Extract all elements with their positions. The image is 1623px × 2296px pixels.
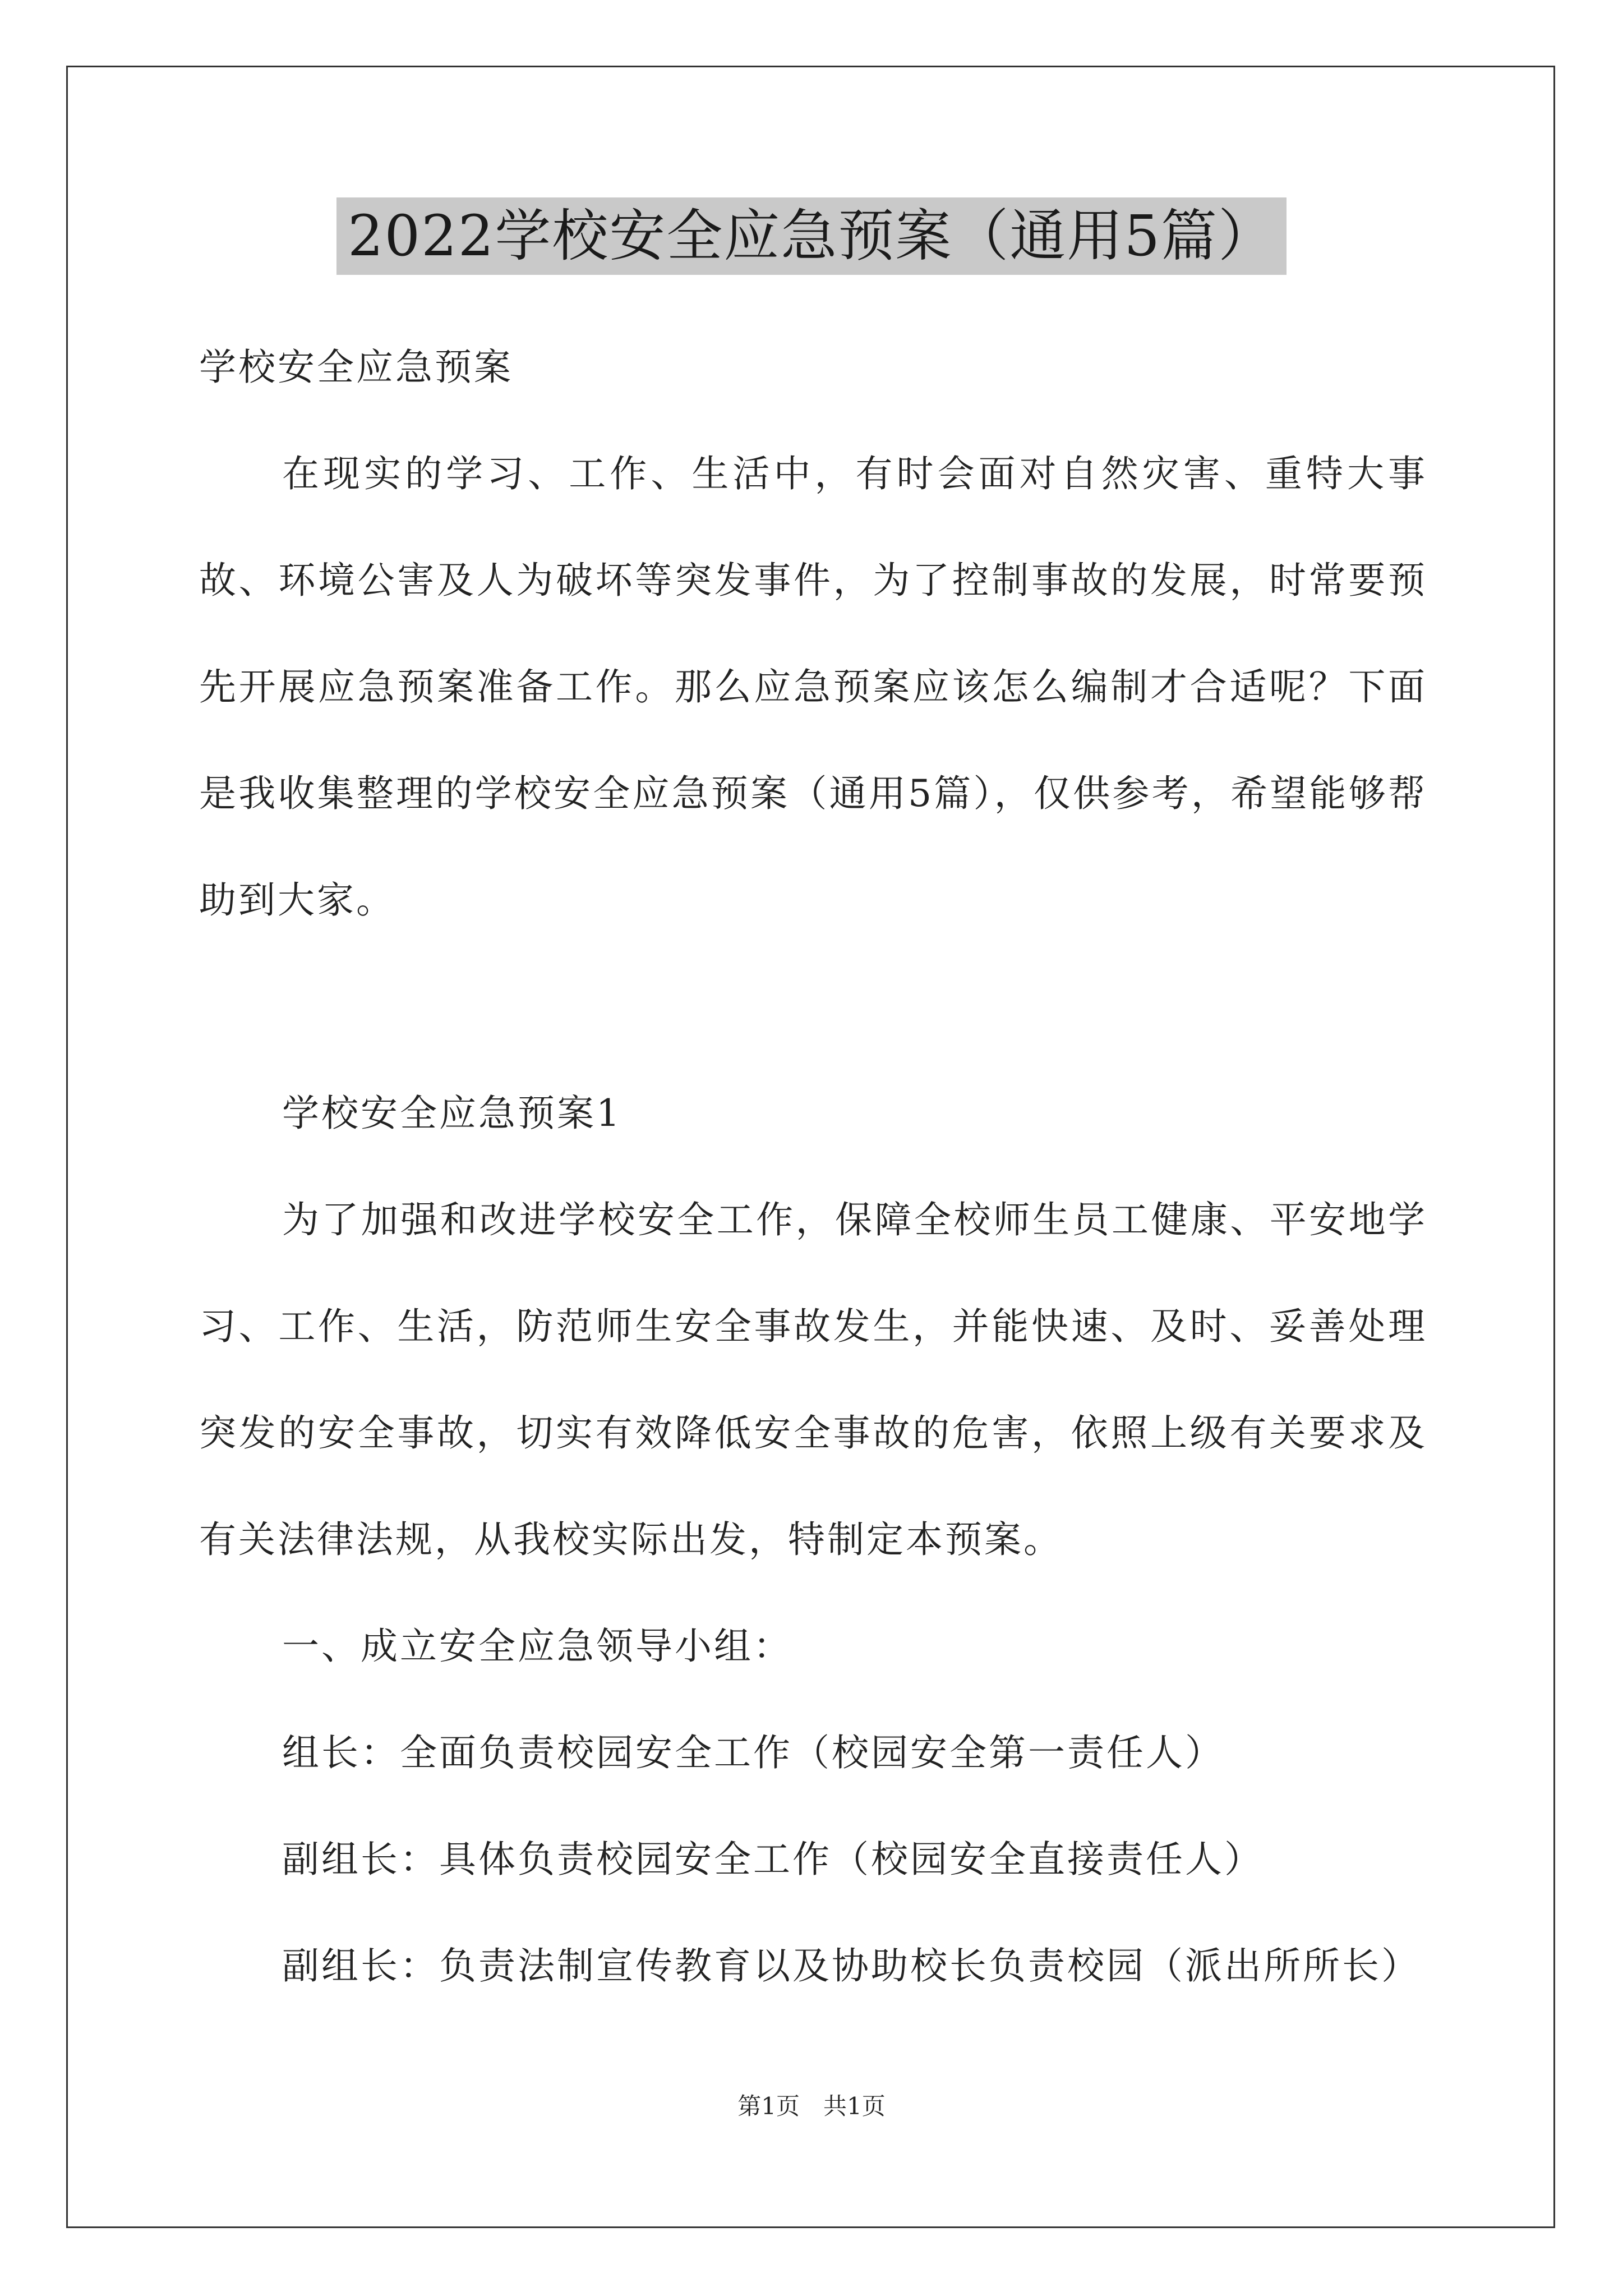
section-heading: 学校安全应急预案1: [282, 1092, 622, 1135]
list-item: 副组长：负责法制宣传教育以及协助校长负责校园（派出所所长）: [282, 1944, 1421, 1987]
title-container: [0, 197, 1623, 275]
paragraph-purpose: 为了加强和改进学校安全工作，保障全校师生员工健康、平安地学习、工作、生活，防范师生安全事故发生，并能快速、及时、妥善处理突发的安全事故，切实有效降低安全事故的危害，依照上级有关要求及有关法律法规，从我校实际出发，特制定本预案。: [199, 1198, 1427, 1561]
document-body: [199, 314, 1427, 2019]
list-item: 组长：全面负责校园安全工作（校园安全第一责任人）: [282, 1731, 1224, 1774]
page-footer: 第1页 共1页: [737, 2092, 886, 2120]
paragraph-intro: 在现实的学习、工作、生活中，有时会面对自然灾害、重特大事故、环境公害及人为破坏等突发事件，为了控制事故的发展，时常要预先开展应急预案准备工作。那么应急预案应该怎么编制才合适呢？下面是我收集整理的学校安全应急预案（通用5篇），仅供参考，希望能够帮助到大家。: [199, 452, 1427, 922]
list-item: 副组长：具体负责校园安全工作（校园安全直接责任人）: [282, 1838, 1264, 1881]
paragraph-subtitle: 学校安全应急预案: [199, 346, 513, 389]
document-title: 2022学校安全应急预案（通用5篇）: [336, 197, 1287, 275]
list-heading: 一、成立安全应急领导小组：: [282, 1625, 792, 1668]
